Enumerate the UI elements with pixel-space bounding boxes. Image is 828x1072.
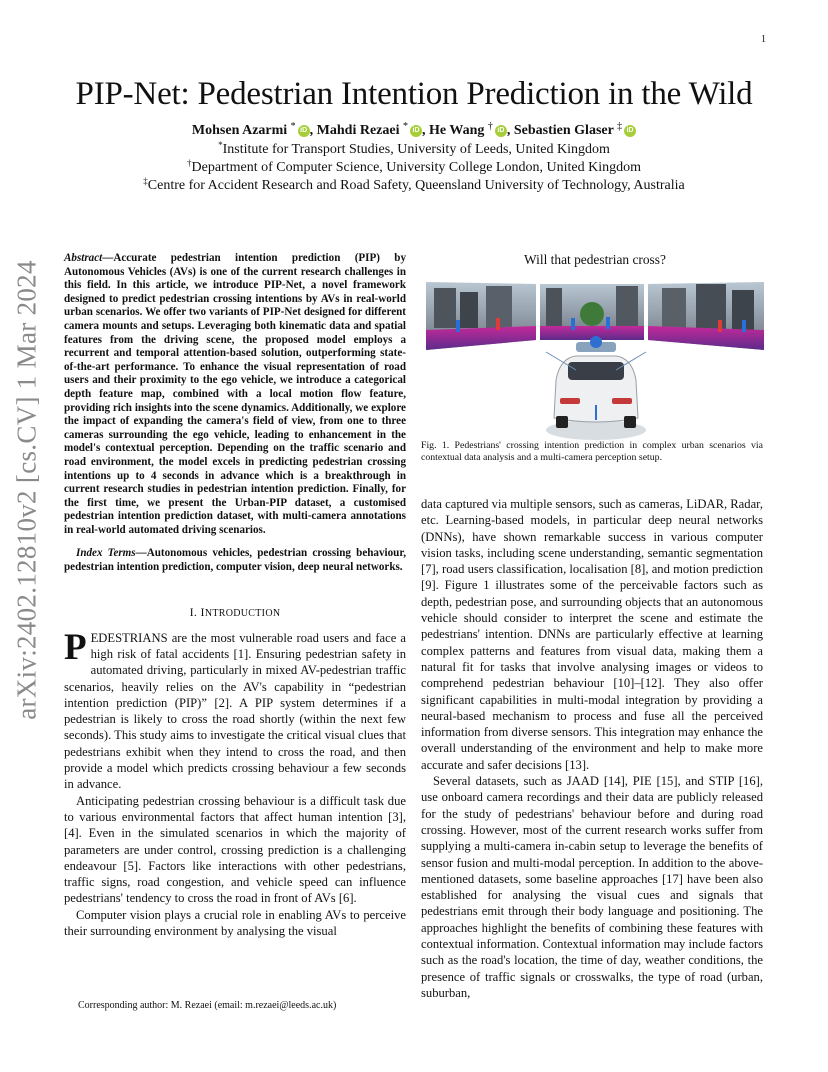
affiliation [0, 176, 828, 194]
intro-paragraph: Anticipating pedestrian crossing behaviour is a difficult task due to various environmental factors that affect human intention [3], [4]. Even in the simulated scenarios in which the majority of parameters are under control, crossing prediction is a challenging endeavour [5]. Factors like interactions with other pedestrians, traffic signs, road congestion, and vehicle speed can influence pedestrians' tendency to cross the road in front of AVs [6]. [64, 793, 406, 906]
intro-paragraph [64, 626, 406, 793]
page-number: 1 [761, 34, 766, 45]
camera-view-center [540, 284, 644, 340]
figure-caption: Fig. 1. Pedestrians' crossing intention prediction in complex urban scenarios via contextual data analysis and a multi-camera perception setup. [421, 440, 763, 463]
camera-view-left [426, 282, 536, 350]
affiliation-mark: * [218, 140, 223, 150]
ego-vehicle [546, 336, 646, 440]
author-mark: * [290, 121, 296, 132]
section-number: I. [189, 604, 198, 619]
author-mark: † [487, 121, 493, 132]
abstract [64, 252, 406, 537]
arxiv-stamp-text: arXiv:2402.12810v2 [cs.CV] 1 Mar 2024 [11, 260, 42, 720]
author-name: Mohsen Azarmi [191, 123, 288, 138]
author-name: Sebastien Glaser [513, 123, 614, 138]
index-terms-text: —Autonomous vehicles, pedestrian crossing behaviour, pedestrian intention prediction, computer vision, deep neural networks. [64, 547, 406, 574]
affiliation-text: Department of Computer Science, University College London, United Kingdom [191, 160, 641, 175]
body-paragraph: data captured via multiple sensors, such as cameras, LiDAR, Radar, etc. Learning-based models, in particular deep neural networks (DNNs), have shown remarkable success in various computer vision tasks, including scene understanding, semantic segmentation [7], road users classification, localisation [8], and motion prediction [9]. Figure 1 illustrates some of the perceivable factors such as depth, pedestrian pose, and surrounding objects that an autonomous vehicle should consider to interpret the scene and estimate the pedestrians' intention. DNNs are particularly effective at learning complex patterns and features from visual data, making them a natural fit for tasks that involve analysing images or videos to comprehend pedestrian behaviour [10]–[12]. They also offer significant capabilities in multi-modal integration by providing a neural-based mechanism to process and fuse all the perceived information from diverse sensors. This integration may enhance the overall understanding of the environment and help to make more accurate and safer decisions [13]. [421, 497, 763, 772]
figure-illustration [426, 270, 764, 450]
orcid-icon[interactable]: iD [495, 125, 507, 137]
intro-paragraph: Computer vision plays a crucial role in enabling AVs to perceive their surrounding environment by analysing the visual [64, 907, 406, 938]
orcid-icon[interactable]: iD [410, 125, 422, 137]
section-title-first: I [200, 604, 205, 619]
dropcap-rest: EDESTRIANS [90, 630, 168, 645]
author-mark: * [403, 121, 408, 132]
author-mark: ‡ [617, 121, 623, 132]
section-heading [64, 605, 406, 620]
dropcap-letter: P [64, 626, 87, 668]
orcid-icon[interactable]: iD [298, 125, 310, 137]
affiliation-mark: † [187, 158, 192, 168]
figure-title: Will that pedestrian cross? [524, 252, 666, 267]
right-column [421, 496, 763, 1001]
affiliation-text: Institute for Transport Studies, University of Leeds, United Kingdom [222, 142, 610, 157]
affiliation [0, 158, 828, 176]
intro-text [64, 626, 406, 940]
index-terms-label: Index Terms [76, 547, 136, 560]
intro-p1: are the most vulnerable road users and face a high risk of fatal accidents [1]. Ensuring pedestrian safety in automated driving, particularly in mixed AV-pedestrian traffic scenarios, heavily relies on the AV's capability in “pedestrian intention prediction (PIP)” [2]. A PIP system determines if a pedestrian is likely to cross the road shortly (within the next few seconds). This study aims to investigate the critical visual clues that pedestrians exhibit when they intend to cross the road, and then provide a model which predicts crossing behaviour a few seconds in advance. [64, 630, 406, 792]
affiliation-text: Centre for Accident Research and Road Safety, Queensland University of Technology, Australia [147, 178, 685, 193]
camera-view-right [648, 282, 764, 350]
footnote: Corresponding author: M. Rezaei (email: m.rezaei@leeds.ac.uk) [78, 1000, 337, 1011]
affiliation [0, 140, 828, 158]
abstract-label: Abstract [64, 252, 103, 264]
paper-title: PIP-Net: Pedestrian Intention Prediction in the Wild [75, 76, 753, 112]
author-list: Mohsen Azarmi * iD , Mahdi Rezaei * iD , He Wang † iD , Sebastien Glaser ‡ iD [0, 121, 828, 139]
body-paragraph: Several datasets, such as JAAD [14], PIE [15], and STIP [16], use onboard camera recordings and their data are publicly released for the study of pedestrians' behaviour before and during road crossing. However, most of the current research works suffer from supplying a multi-camera in-cabin setup to leverage the benefits of sensor fusion and multi-modal perception. In addition to the above-mentioned datasets, some baseline approaches [17] have been also established for analysing the visual cues and signals that pedestrians emit through their body language and positioning. The approaches highlight the benefits of combining these features with contextual information. Contextual information may include factors such as the road's location, the time of day, weather conditions, the presence of traffic signals or crosswalks, the type of road (urban, suburban, [421, 774, 763, 1000]
arxiv-stamp [8, 260, 46, 720]
author-name: He Wang [429, 123, 485, 138]
author-name: Mahdi Rezaei [316, 123, 400, 138]
figure-1 [426, 250, 764, 450]
abstract-text: —Accurate pedestrian intention prediction (PIP) by Autonomous Vehicles (AVs) is one of the current research challenges in this field. In this article, we introduce PIP-Net, a novel framework designed to predict pedestrian crossing intentions by AVs in real-world urban scenarios. We offer two variants of PIP-Net designed for different camera mounts and setups. Leveraging both kinematic data and spatial features from the driving scene, the proposed model employs a recurrent and temporal attention-based solution, outperforming state-of-the-art performance. To enhance the visual representation of road users and their proximity to the ego vehicle, we introduce a categorical depth feature map, combined with a local motion flow feature, providing rich insights into the scene dynamics. Additionally, we explore the impact of expanding the camera's field of view, from one to three cameras surrounding the ego vehicle, leading to enhancement in the model's contextual perception. Depending on the traffic scenario and road environment, the model excels in predicting pedestrian crossing intentions up to 4 seconds in advance which is a breakthrough in current research studies in pedestrian intention prediction. Finally, for the first time, we present the Urban-PIP dataset, a customised pedestrian intention prediction dataset, with multi-camera annotations in real-world automated driving scenarios. [64, 252, 406, 536]
left-column [64, 252, 406, 939]
orcid-icon[interactable]: iD [624, 125, 636, 137]
index-terms [64, 547, 406, 574]
affiliation-mark: ‡ [143, 176, 148, 186]
section-title-rest: NTRODUCTION [204, 607, 281, 619]
